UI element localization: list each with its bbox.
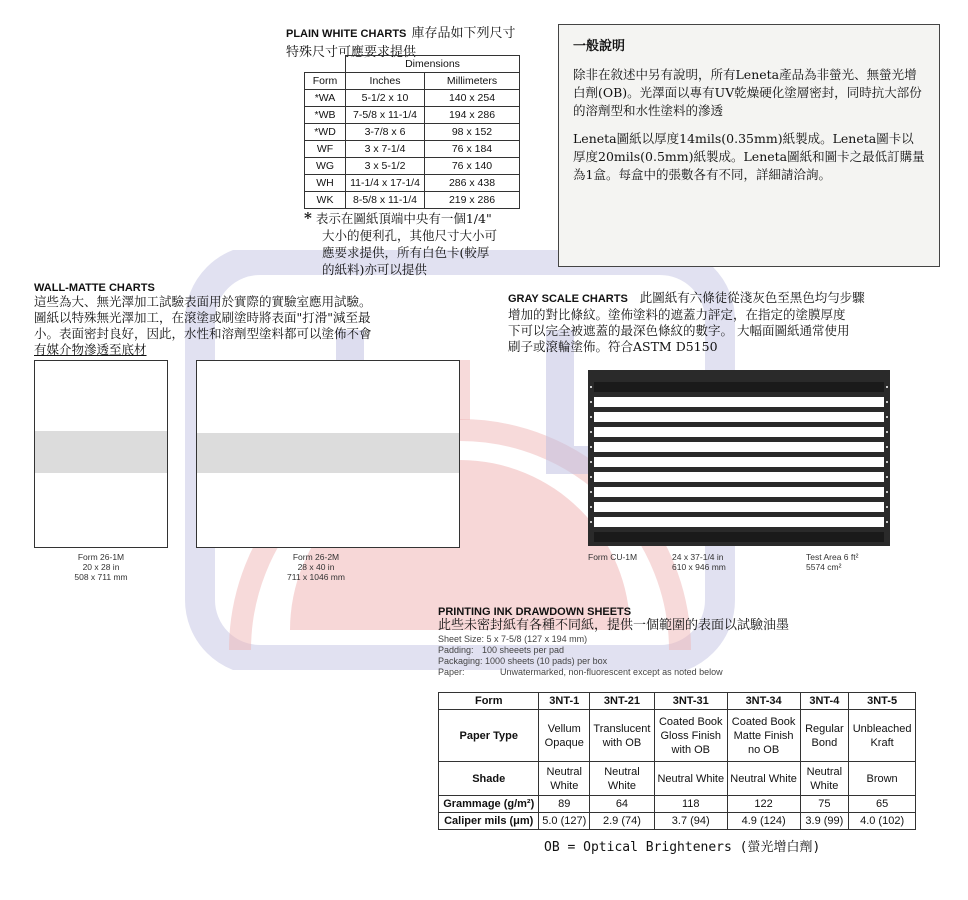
gray-scale-stripe (594, 532, 884, 542)
wall-matte-line: 圖紙以特殊無光澤加工，在滾塗或刷塗時將表面"打滑"減至最 (34, 310, 371, 325)
gray-scale-chart (588, 370, 890, 546)
cell: 65 (849, 796, 916, 813)
cell: 140 x 254 (425, 90, 520, 107)
gray-scale-tick (886, 401, 888, 403)
meta-key: Sheet Size: (438, 634, 485, 644)
wall-matte-line: 這些為大、無光澤加工試驗表面用於實際的實驗室應用試驗。 (34, 294, 372, 309)
gray-scale-stripe (594, 457, 884, 467)
table-row (305, 107, 520, 124)
ink-footnote: OB = Optical Brighteners (螢光增白劑) (544, 840, 821, 855)
asterisk-mark: * (304, 209, 312, 227)
cell: 3NT-5 (849, 693, 916, 710)
caption-form: Form 26-1M (77, 552, 125, 562)
meta-key: Packaging: (438, 656, 483, 666)
col-form: Form (305, 73, 346, 90)
cell: 76 x 184 (425, 141, 520, 158)
gray-scale-tick (590, 446, 592, 448)
gray-scale-stripe (594, 382, 884, 392)
gray-scale-tick (886, 461, 888, 463)
ink-section (438, 606, 789, 678)
cell: Coated Book Matte Finish no OB (727, 710, 800, 762)
gray-band (35, 431, 167, 473)
cell: 75 (800, 796, 849, 813)
gray-scale-tick (886, 476, 888, 478)
wall-matte-line: 有媒介物滲透至底材 (34, 342, 147, 357)
cell: Grammage (g/m²) (439, 796, 539, 813)
meta-key: Paper: (438, 667, 465, 677)
caption-inches: 20 x 28 in (82, 562, 120, 572)
cell: 5.0 (127) (539, 813, 590, 830)
ink-table (438, 692, 916, 830)
gray-scale-tick (590, 506, 592, 508)
plain-white-subtitle-a: 庫存品如下列尺寸 (411, 26, 516, 41)
gray-band (197, 433, 459, 473)
caption-form: Form CU-1M (588, 552, 638, 562)
table-row (305, 158, 520, 175)
cell: Unbleached Kraft (849, 710, 916, 762)
col-inches: Inches (346, 73, 425, 90)
cell: 89 (539, 796, 590, 813)
cell: 7-5/8 x 11-1/4 (346, 107, 425, 124)
cell: WK (305, 192, 346, 209)
meta-key: Padding: (438, 645, 474, 655)
gray-scale-tick (886, 506, 888, 508)
plain-white-title: PLAIN WHITE CHARTS (286, 28, 407, 40)
dims-header: Dimensions (346, 56, 520, 73)
gray-scale-tick (590, 401, 592, 403)
cell: 3NT-31 (654, 693, 727, 710)
gray-scale-tick (590, 461, 592, 463)
caption-area: Test Area 6 ft² (806, 552, 859, 562)
cell: 3NT-1 (539, 693, 590, 710)
wall-matte-chart-1 (34, 360, 168, 548)
cell: 3NT-34 (727, 693, 800, 710)
plain-white-table (304, 55, 520, 209)
note-line: 大小的便利孔，其他尺寸大小可 (322, 228, 498, 243)
gray-scale-tick (590, 386, 592, 388)
meta-value: 5 x 7-5/8 (127 x 194 mm) (486, 634, 588, 644)
ink-subtitle: 此些未密封紙有各種不同紙，提供一個範圍的表面以試驗油墨 (438, 618, 790, 633)
cell: *WB (305, 107, 346, 124)
gray-scale-line: 下可以完全被遮蓋的最深色條紋的數字。 大幅面圖紙通常使用 (508, 323, 850, 338)
note-line: 表示在圖紙頂端中央有一個1/4" (315, 211, 492, 226)
wall-matte-line: 小。表面密封良好，因此，水性和溶劑型塗料都可以塗佈不會 (34, 326, 372, 341)
gray-scale-tick (590, 491, 592, 493)
cell: Paper Type (439, 710, 539, 762)
wall-matte-caption-1 (34, 552, 168, 582)
cell: Neutral White (727, 762, 800, 796)
cell: *WD (305, 124, 346, 141)
caption-size-in: 24 x 37-1/4 in (672, 552, 724, 562)
cell: Caliper mils (μm) (439, 813, 539, 830)
gray-scale-line: 刷子或滾輪塗佈。符合ASTM D5150 (508, 339, 718, 354)
cell: 3 x 7-1/4 (346, 141, 425, 158)
table-row (439, 796, 916, 813)
gray-scale-line: 增加的對比條紋。塗佈塗料的遮蓋力評定，在指定的塗膜厚度 (508, 307, 846, 322)
cell: Form (439, 693, 539, 710)
cell: 118 (654, 796, 727, 813)
meta-value: Unwatermarked, non-fluorescent except as noted below (500, 667, 723, 677)
cell: 2.9 (74) (590, 813, 655, 830)
cell: Coated Book Gloss Finish with OB (654, 710, 727, 762)
cell: Neutral White (800, 762, 849, 796)
cell: 11-1/4 x 17-1/4 (346, 175, 425, 192)
gray-scale-stripe (594, 517, 884, 527)
cell: 3NT-21 (590, 693, 655, 710)
caption-area-cm: 5574 cm² (806, 562, 842, 572)
cell: 3NT-4 (800, 693, 849, 710)
gray-scale-tick (886, 431, 888, 433)
gray-scale-tick (590, 521, 592, 523)
gray-scale-tick (886, 446, 888, 448)
cell: 8-5/8 x 11-1/4 (346, 192, 425, 209)
gray-scale-tick (590, 416, 592, 418)
cell: Regular Bond (800, 710, 849, 762)
gray-scale-caption (588, 552, 890, 576)
general-para-2: Leneta圖紙以厚度14mils(0.35mm)紙製成。Leneta圖卡以厚度20mils(0.5mm)紙製成。Leneta圖紙和圖卡之最低訂購量為1盒。每盒中的張數各有不同，詳細請洽詢。 (573, 131, 925, 182)
gray-scale-title: GRAY SCALE CHARTS (508, 293, 628, 305)
gray-scale-stripe (594, 502, 884, 512)
col-mm: Millimeters (425, 73, 520, 90)
cell: 4.0 (102) (849, 813, 916, 830)
wall-matte-section (34, 282, 474, 358)
gray-scale-tick (886, 416, 888, 418)
cell: Brown (849, 762, 916, 796)
cell: 98 x 152 (425, 124, 520, 141)
caption-mm: 508 x 711 mm (74, 572, 128, 582)
cell: 64 (590, 796, 655, 813)
gray-scale-stripe (594, 487, 884, 497)
table-row (439, 813, 916, 830)
gray-scale-stripe (594, 397, 884, 407)
gray-scale-tick (590, 476, 592, 478)
wall-matte-caption-2 (196, 552, 436, 582)
cell: 3.7 (94) (654, 813, 727, 830)
general-info-box (558, 24, 940, 267)
gray-scale-tick (886, 521, 888, 523)
cell: 4.9 (124) (727, 813, 800, 830)
gray-scale-stripe (594, 472, 884, 482)
gray-scale-stripe (594, 412, 884, 422)
gray-scale-tick (590, 431, 592, 433)
caption-form: Form 26-2M (292, 552, 340, 562)
cell: 76 x 140 (425, 158, 520, 175)
note-line: 的紙料)亦可以提供 (322, 262, 427, 277)
wall-matte-title: WALL-MATTE CHARTS (34, 282, 155, 294)
caption-size-mm: 610 x 946 mm (672, 562, 726, 572)
cell: 3.9 (99) (800, 813, 849, 830)
table-row (439, 710, 916, 762)
cell: 3-7/8 x 6 (346, 124, 425, 141)
caption-inches: 28 x 40 in (297, 562, 335, 572)
ink-title: PRINTING INK DRAWDOWN SHEETS (438, 606, 632, 618)
cell: 219 x 286 (425, 192, 520, 209)
general-heading: 一般說明 (573, 39, 626, 54)
caption-mm: 711 x 1046 mm (287, 572, 345, 582)
cell: Shade (439, 762, 539, 796)
cell: Vellum Opaque (539, 710, 590, 762)
cell: WG (305, 158, 346, 175)
gray-scale-stripe (594, 442, 884, 452)
gray-scale-tick (886, 386, 888, 388)
gray-scale-section (508, 290, 942, 355)
meta-value: 1000 sheets (10 pads) per box (485, 656, 608, 666)
cell: 286 x 438 (425, 175, 520, 192)
cell: Translucent with OB (590, 710, 655, 762)
gray-scale-stripe (594, 427, 884, 437)
table-row (305, 192, 520, 209)
gray-scale-tick (886, 491, 888, 493)
table-row (305, 124, 520, 141)
cell: Neutral White (590, 762, 655, 796)
cell: Neutral White (654, 762, 727, 796)
cell: Neutral White (539, 762, 590, 796)
gray-scale-line: 此圖紙有六條徒從淺灰色至黑色均勻步驟 (639, 290, 865, 305)
note-line: 應要求提供，所有白色卡(較厚 (322, 245, 490, 260)
cell: 3 x 5-1/2 (346, 158, 425, 175)
meta-value: 100 sheeets per pad (482, 645, 565, 655)
general-para-1: 除非在敘述中另有說明，所有Leneta產品為非螢光、無螢光增白劑(OB)。光澤面以專有UV乾燥硬化塗層密封，同時抗大部份的溶劑型和水性塗料的滲透 (573, 67, 922, 118)
wall-matte-chart-2 (196, 360, 460, 548)
table-row (305, 175, 520, 192)
cell: 122 (727, 796, 800, 813)
cell: WF (305, 141, 346, 158)
cell: 194 x 286 (425, 107, 520, 124)
plain-white-subtitle-b: 特殊尺寸可應要求提供 (286, 45, 417, 60)
plain-white-note (304, 210, 497, 278)
table-header-row (439, 693, 916, 710)
cell: *WA (305, 90, 346, 107)
table-row (439, 762, 916, 796)
cell: 5-1/2 x 10 (346, 90, 425, 107)
cell: WH (305, 175, 346, 192)
table-row (305, 90, 520, 107)
table-row (305, 141, 520, 158)
